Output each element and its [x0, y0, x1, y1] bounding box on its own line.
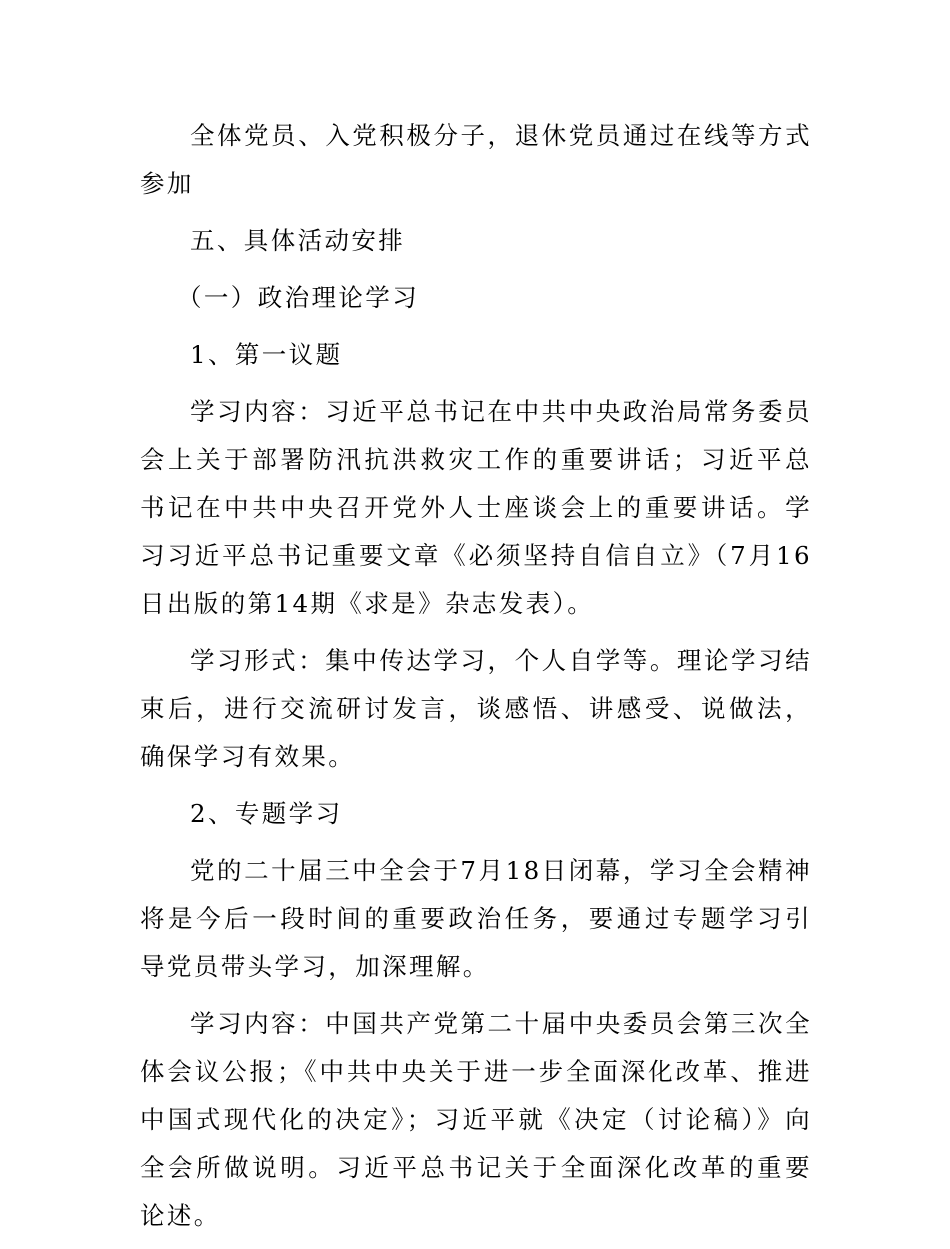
- paragraph-participants: 全体党员、入党积极分子，退休党员通过在线等方式参加: [140, 121, 812, 198]
- paragraph-study-content-2: 学习内容：中国共产党第二十届中央委员会第三次全体会议公报；《中共中央关于进一步全面深化改革、推进中国式现代化的决定》；习近平就《决定（讨论稿）》向全会所做说明。习近平总书记关于全面深化改革的重要论述。: [140, 1009, 812, 1230]
- subsection-heading-political-theory-study: （一）政治理论学习: [177, 283, 420, 312]
- paragraph-study-content-1: 学习内容：习近平总书记在中共中央政治局常务委员会上关于部署防汛抗洪救灾工作的重要讲话；习近平总书记在中共中央召开党外人士座谈会上的重要讲话。学习习近平总书记重要文章《必须坚持自信自立》（7月16日出版的第14期《求是》杂志发表）。: [140, 397, 812, 618]
- item-heading-special-study: 2、专题学习: [190, 799, 343, 828]
- document-page: [140, 112, 812, 1249]
- paragraph-study-form: 学习形式：集中传达学习，个人自学等。理论学习结束后，进行交流研讨发言，谈感悟、讲感受、说做法，确保学习有效果。: [140, 646, 812, 771]
- paragraph-plenary-session: 党的二十届三中全会于7月18日闭幕，学习全会精神将是今后一段时间的重要政治任务，要通过专题学习引导党员带头学习，加深理解。: [140, 856, 812, 981]
- item-heading-first-topic: 1、第一议题: [190, 340, 343, 369]
- section-heading-activity-arrangement: 五、具体活动安排: [190, 226, 406, 255]
